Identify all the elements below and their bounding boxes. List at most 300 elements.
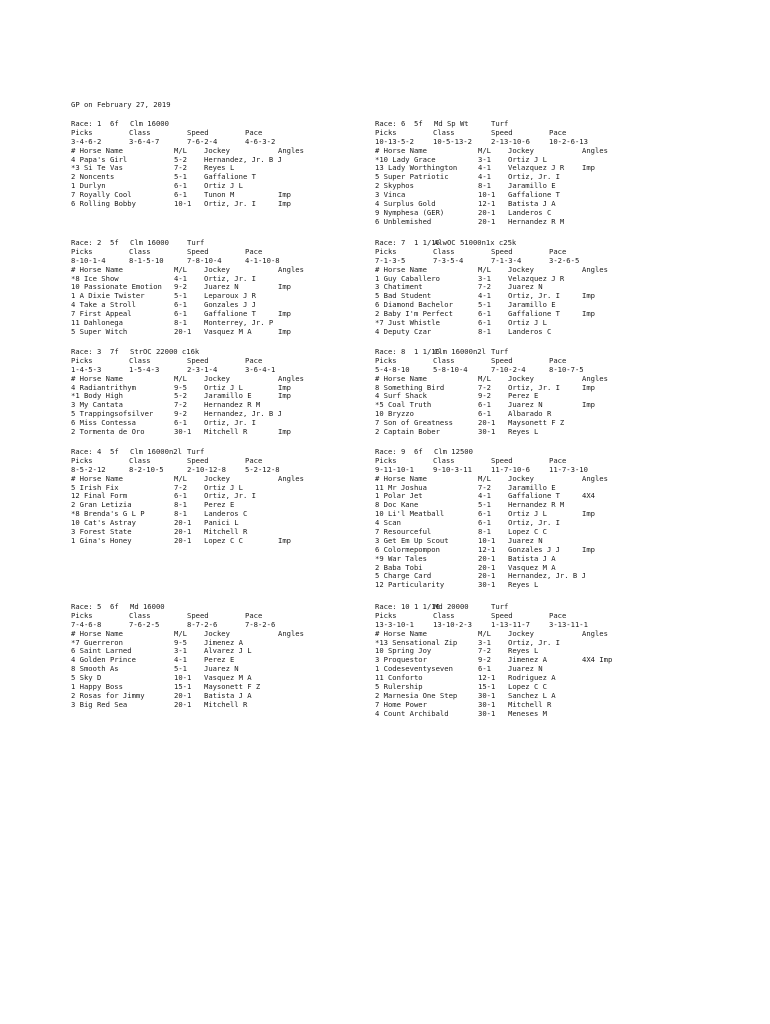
entry-cell: 1 Polar Jet [375,491,423,501]
race-card [71,348,371,437]
entry-cell: 10 Li'l Meatball [375,509,445,519]
entry-cell: 5-1 [174,291,187,301]
entry-cell: 5-1 [478,500,491,510]
column-header: # Horse Name [71,473,123,483]
picks-label: Picks [375,246,397,256]
entry-cell: Ortiz, Jr. I [508,382,560,392]
picks-value: 3-2-6-5 [549,255,580,265]
picks-labels [71,612,371,621]
column-header: Jockey [204,264,230,274]
entry-cell: Lopez C C [204,535,243,545]
race-header-field: 1 1/16 [414,238,440,247]
entry-cell: Gaffalione T [508,309,560,319]
entry-cell: Reyes L [508,646,539,656]
entry-cell: Mitchell R [204,427,248,437]
entry-cell: Alvarez J L [204,646,252,656]
race-header-field: Race: 4 [71,447,102,456]
entry-cell: Perez E [204,500,235,510]
entry-cell: 13 Lady Worthington [375,163,458,173]
entry-cell: Hernandez R M [508,500,565,510]
picks-value: 5-2-12-8 [245,464,280,474]
entry-cell: 2 Noncents [71,172,115,182]
entry-cell: 7 Resourceful [375,527,432,537]
picks-label: Speed [491,610,513,620]
entry-cell: Ortiz J L [204,181,243,191]
picks-label: Class [433,455,455,465]
picks-label: Class [433,127,455,137]
race-card [375,603,675,719]
entry-cell: Maysonett F Z [508,418,565,428]
entry-cell: 9-2 [174,409,187,419]
entry-cell: 5-1 [174,664,187,674]
entry-cell: 20-1 [174,518,192,528]
race-header-field: Race: 6 [375,119,406,128]
entry-cell: Juarez N [508,400,543,410]
entry-row [375,328,675,337]
entry-cell: 6-1 [478,518,491,528]
column-header: Angles [582,473,608,483]
entry-cell: Imp [278,199,291,209]
entry-cell: 4 Radiantrithym [71,382,136,392]
picks-label: Pace [245,127,263,137]
entry-cell: Landeros C [508,207,552,217]
entry-cell: Imp [582,291,595,301]
picks-value: 11-7-3-10 [549,464,588,474]
race-header-field: 6f [110,602,119,611]
picks-value: 7-4-6-8 [71,619,102,629]
column-header: # Horse Name [71,145,123,155]
entry-cell: 4 Papa's Girl [71,154,128,164]
entry-cell: Juarez N [204,282,239,292]
race-header [375,448,675,457]
column-header: M/L [174,264,187,274]
entry-cell: 8-1 [174,509,187,519]
entry-cell: Albarado R [508,409,552,419]
column-header: Angles [582,264,608,274]
picks-value: 3-4-6-2 [71,136,102,146]
entry-cell: 20-1 [478,571,496,581]
picks-value: 8-10-7-5 [549,364,584,374]
entry-cell: Gaffalione T [204,309,256,319]
entry-cell: Gaffalione T [204,172,256,182]
picks-label: Speed [491,455,513,465]
entry-cell: 12 Final Form [71,491,128,501]
picks-value: 8-7-2-6 [187,619,218,629]
entry-cell: Imp [582,382,595,392]
picks-label: Picks [375,455,397,465]
race-header [375,348,675,357]
race-header-field: Md 20000 [434,602,469,611]
race-header-field: Race: 3 [71,347,102,356]
picks-value: 10-2-6-13 [549,136,588,146]
race-header-field: 1 1/16 [414,347,440,356]
column-header: Angles [582,373,608,383]
entry-cell: 10 Bryzzo [375,409,414,419]
picks-label: Class [433,355,455,365]
entry-cell: 7 First Appeal [71,309,132,319]
entry-cell: Jaramillo E [204,391,252,401]
picks-label: Speed [187,355,209,365]
column-header: Jockey [508,145,534,155]
entry-cell: Imp [582,544,595,554]
race-header [71,239,371,248]
picks-value: 7-10-2-4 [491,364,526,374]
picks-value: 13-10-2-3 [433,619,472,629]
entry-cell: Reyes L [508,580,539,590]
entry-cell: Imp [582,163,595,173]
entry-cell: Meneses M [508,708,547,718]
entry-cell: Rodriguez A [508,673,556,683]
picks-value: 11-7-10-6 [491,464,530,474]
entry-cell: 2 Baba Tobi [375,562,423,572]
picks-value: 2-10-12-8 [187,464,226,474]
race-card [71,239,371,337]
entry-cell: 7 Son of Greatness [375,418,453,428]
picks-value: 7-3-5-4 [433,255,464,265]
picks-value: 5-8-10-4 [433,364,468,374]
entry-cell: 6-1 [174,300,187,310]
entry-cell: 5-2 [174,154,187,164]
picks-label: Class [129,246,151,256]
picks-value: 1-13-11-7 [491,619,530,629]
column-header: # Horse Name [71,628,123,638]
entry-cell: 4 Deputy Czar [375,326,432,336]
race-header-field: Race: 5 [71,602,102,611]
entry-cell: Ortiz, Jr. I [204,273,256,283]
entry-row [71,328,371,337]
column-header: M/L [174,628,187,638]
entry-cell: Reyes L [204,163,235,173]
entry-cell: Ortiz, Jr. I [508,291,560,301]
picks-label: Pace [549,455,567,465]
entry-cell: 2 Gran Letizia [71,500,132,510]
entry-cell: Imp [278,391,291,401]
entry-cell: 5 Bad Student [375,291,432,301]
entry-cell: 6-1 [174,418,187,428]
entry-cell: 30-1 [478,708,496,718]
race-header-field: Md 16000 [130,602,165,611]
picks-value: 8-2-10-5 [129,464,164,474]
entry-cell: 2 Rosas for Jimmy [71,690,145,700]
entry-cell: 5-1 [174,172,187,182]
picks-value: 4-6-3-2 [245,136,276,146]
entry-cell: *3 Si Te Vas [71,163,123,173]
race-header-field: Clm 16000 [130,238,169,247]
entry-cell: *7 Guerreron [71,637,123,647]
picks-label: Pace [245,355,263,365]
picks-value: 3-6-4-1 [245,364,276,374]
entry-cell: 4 Surf Shack [375,391,427,401]
column-header: # Horse Name [71,373,123,383]
race-header [71,120,371,129]
race-header-field: 6f [414,447,423,456]
race-header-field: Race: 2 [71,238,102,247]
race-header-field: Turf [187,238,205,247]
column-header: Angles [582,628,608,638]
entry-cell: 30-1 [478,580,496,590]
entry-cell: 5-2 [174,391,187,401]
entry-cell: Jimenez A [204,637,243,647]
entry-cell: 6-1 [478,318,491,328]
entry-cell: 4 Take a Stroll [71,300,136,310]
entry-cell: Leparoux J R [204,291,256,301]
entry-row [375,710,675,719]
entry-cell: 3 My Cantata [71,400,123,410]
entry-cell: Monterrey, Jr. P [204,318,274,328]
page-title: GP on February 27, 2019 [71,100,171,109]
picks-value: 10-13-5-2 [375,136,414,146]
entry-cell: 6-1 [478,400,491,410]
race-header-field: 5f [110,447,119,456]
race-header-field: Md Sp Wt [434,119,469,128]
entry-cell: 30-1 [478,427,496,437]
picks-label: Pace [549,127,567,137]
entry-cell: 6-1 [174,190,187,200]
picks-value: 7-1-3-5 [375,255,406,265]
entry-cell: 3-1 [174,646,187,656]
entry-cell: 20-1 [174,699,192,709]
entry-cell: 6-1 [174,309,187,319]
entry-cell: Ortiz J L [508,509,547,519]
entry-cell: 6-1 [478,664,491,674]
race-card [375,348,675,437]
entry-row [71,537,371,546]
entry-cell: Juarez N [508,535,543,545]
race-header-field: Turf [187,447,205,456]
entry-cell: Ortiz, Jr. I [204,418,256,428]
entry-cell: 3-1 [478,273,491,283]
race-card [71,448,371,546]
race-header-field: Clm 16000n2l [130,447,182,456]
race-header-field: Turf [491,119,509,128]
picks-value: 10-5-13-2 [433,136,472,146]
race-header-field: AlwOC 51000n1x c25k [434,238,517,247]
picks-label: Pace [245,610,263,620]
entry-cell: 2 Baby I'm Perfect [375,309,453,319]
picks-label: Pace [549,246,567,256]
entry-row [71,200,371,209]
entry-cell: Gaffalione T [508,190,560,200]
entry-cell: Sanchez L A [508,690,556,700]
entry-cell: 9-5 [174,382,187,392]
entry-cell: 2 Captain Bober [375,427,440,437]
entry-cell: 11 Dahlonega [71,318,123,328]
picks-value: 7-6-2-5 [129,619,160,629]
column-header: Jockey [508,473,534,483]
column-header: Angles [278,373,304,383]
picks-label: Picks [71,246,93,256]
entry-cell: Ortiz, Jr. I [508,172,560,182]
picks-label: Class [129,455,151,465]
column-header: # Horse Name [71,264,123,274]
race-header-field: Clm 16000 [130,119,169,128]
race-card [375,120,675,227]
race-header-field: Race: 8 [375,347,406,356]
entry-cell: 9-2 [478,391,491,401]
entry-cell: 8-1 [478,326,491,336]
entry-cell: 3 Chatiment [375,282,423,292]
entry-cell: 30-1 [478,699,496,709]
entry-cell: Vasquez M A [508,562,556,572]
picks-value: 7-8-2-6 [245,619,276,629]
picks-label: Picks [71,355,93,365]
entry-cell: 20-1 [478,553,496,563]
entry-cell: *5 Coal Truth [375,400,432,410]
entry-cell: Perez E [204,655,235,665]
picks-label: Picks [71,455,93,465]
entry-cell: 12-1 [478,199,496,209]
entry-cell: Gonzales J J [204,300,256,310]
column-header: Jockey [204,473,230,483]
entry-cell: 2 Skyphos [375,181,414,191]
column-header: Angles [278,628,304,638]
entry-cell: 4 Surplus Gold [375,199,436,209]
entry-cell: Imp [582,400,595,410]
column-header: M/L [478,628,491,638]
entry-cell: Jimenez A [508,655,547,665]
entry-cell: 5 Super Patriotic [375,172,449,182]
entry-cell: 20-1 [174,690,192,700]
entry-cell: 5-1 [478,300,491,310]
entry-cell: 7-2 [174,163,187,173]
picks-labels [71,129,371,138]
race-header-field: StrOC 22000 c16k [130,347,200,356]
race-card [375,239,675,337]
race-card [71,603,371,710]
race-header-field: Race: 7 [375,238,406,247]
picks-value: 3-13-11-1 [549,619,588,629]
entry-cell: Tunon M [204,190,235,200]
race-header-field: Clm 12500 [434,447,473,456]
picks-label: Picks [71,127,93,137]
entry-cell: 1 Codeseventyseven [375,664,453,674]
entry-cell: Ortiz J L [508,154,547,164]
entry-cell: 10 Cat's Astray [71,518,136,528]
race-header-field: Race: 9 [375,447,406,456]
entry-cell: 4-1 [478,163,491,173]
entry-cell: Hernandez R M [204,400,261,410]
entry-cell: 3 Get Em Up Scout [375,535,449,545]
entry-cell: 10-1 [478,535,496,545]
entry-cell: Imp [582,509,595,519]
entry-cell: 5 Rulership [375,682,423,692]
column-header: Jockey [508,264,534,274]
column-header: Jockey [204,373,230,383]
entry-cell: Perez E [508,391,539,401]
picks-label: Picks [375,610,397,620]
entry-cell: Jaramillo E [508,300,556,310]
entry-cell: 8-1 [174,500,187,510]
entry-cell: *10 Lady Grace [375,154,436,164]
entry-cell: 1 A Dixie Twister [71,291,145,301]
entry-cell: Ortiz, Jr. I [204,199,256,209]
picks-value: 8-1-5-10 [129,255,164,265]
race-header [375,120,675,129]
entry-cell: 3-1 [478,637,491,647]
picks-label: Class [433,610,455,620]
column-header: Angles [582,145,608,155]
picks-value: 3-6-4-7 [129,136,160,146]
picks-label: Class [129,355,151,365]
entry-row [71,701,371,710]
entry-cell: Juarez N [204,664,239,674]
entry-cell: Reyes L [508,427,539,437]
entry-cell: 9-2 [174,282,187,292]
entry-cell: Velazquez J R [508,273,565,283]
entry-cell: 7-2 [174,482,187,492]
entry-cell: 5 Trappingsofsilver [71,409,154,419]
entry-cell: 10-1 [478,190,496,200]
entry-cell: 8-1 [174,318,187,328]
entry-cell: Ortiz, Jr. I [204,491,256,501]
entry-cell: Hernandez, Jr. B J [508,571,586,581]
picks-label: Pace [549,610,567,620]
column-header: # Horse Name [375,264,427,274]
entry-cell: 11 Mr Joshua [375,482,427,492]
column-header: M/L [174,145,187,155]
entry-cell: 8-1 [478,181,491,191]
entry-cell: 6-1 [174,491,187,501]
picks-value: 5-4-8-10 [375,364,410,374]
entry-cell: 1 Durlyn [71,181,106,191]
picks-label: Speed [187,610,209,620]
entry-cell: 1 Happy Boss [71,682,123,692]
entry-cell: Panici L [204,518,239,528]
picks-labels [375,248,675,257]
column-header: # Horse Name [375,628,427,638]
column-header: Jockey [204,628,230,638]
entry-cell: 4 Scan [375,518,401,528]
entry-cell: *9 War Tales [375,553,427,563]
column-header: # Horse Name [375,473,427,483]
entry-cell: 6-1 [174,181,187,191]
entry-cell: Imp [582,309,595,319]
race-header-field: 7f [110,347,119,356]
entry-row [375,581,675,590]
entry-cell: 2 Marnesia One Step [375,690,458,700]
column-header: # Horse Name [375,373,427,383]
column-header: # Horse Name [375,145,427,155]
picks-label: Speed [187,455,209,465]
entry-cell: 20-1 [174,527,192,537]
race-header [71,448,371,457]
picks-value: 9-11-10-1 [375,464,414,474]
entry-cell: Hernandez R M [508,216,565,226]
picks-label: Class [129,610,151,620]
race-header [71,603,371,612]
entry-row [375,218,675,227]
race-header-field: Turf [491,602,509,611]
entry-cell: 6-1 [478,309,491,319]
picks-label: Picks [375,355,397,365]
picks-value: 8-10-1-4 [71,255,106,265]
entry-cell: 5 Sky D [71,673,102,683]
entry-cell: 2 Tormenta de Oro [71,427,145,437]
race-card [375,448,675,590]
picks-label: Class [433,246,455,256]
picks-value: 9-10-3-11 [433,464,472,474]
picks-label: Pace [549,355,567,365]
entry-cell: 1 Guy Caballero [375,273,440,283]
picks-label: Speed [187,127,209,137]
race-header-field: Clm 16000n2l [434,347,486,356]
entry-cell: Velazquez J R [508,163,565,173]
entry-cell: 10-1 [174,673,192,683]
race-header-field: 5f [414,119,423,128]
column-header: M/L [478,473,491,483]
entry-cell: 8 Doc Kane [375,500,419,510]
entry-cell: Ortiz J L [508,318,547,328]
